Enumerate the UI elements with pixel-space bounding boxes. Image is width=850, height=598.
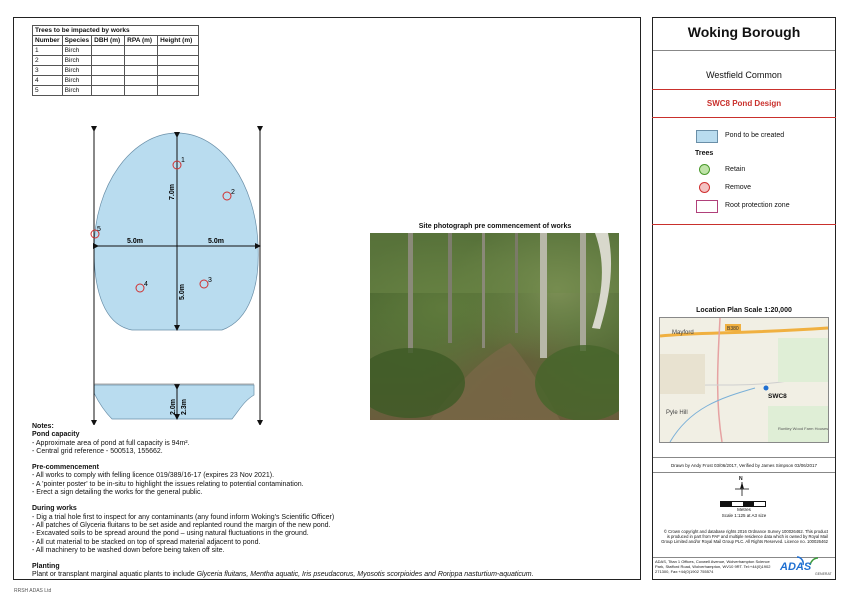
photo-caption: Site photograph pre commencement of works: [418, 223, 572, 230]
tree-number-2: 2: [231, 189, 235, 196]
footer-left: RRSH ADAS Ltd: [14, 588, 52, 594]
table-cell: 5: [33, 86, 63, 96]
table-cell: Birch: [62, 86, 92, 96]
location-map: [659, 317, 829, 443]
tree-table: [32, 25, 199, 96]
table-row: [33, 46, 199, 56]
table-cell: [92, 86, 125, 96]
table-cell: [158, 66, 199, 76]
tree-table-header: Height (m): [158, 36, 199, 46]
legend-divider: [652, 224, 836, 225]
table-cell: Birch: [62, 76, 92, 86]
table-cell: Birch: [62, 56, 92, 66]
table-row: [33, 66, 199, 76]
table-cell: [125, 46, 158, 56]
during-line-1: - Dig a trial hole first to inspect for any contaminants (any found inform Woking's Scientific Officer): [32, 513, 335, 521]
location-plan-title: Location Plan Scale 1:20,000: [696, 307, 792, 314]
map-label-mayford: Mayford: [672, 330, 694, 336]
table-cell: 1: [33, 46, 63, 56]
location-map-drawing: [660, 318, 828, 442]
table-cell: [92, 56, 125, 66]
drawn-by-divider-top: [653, 457, 835, 458]
legend-pond-swatch: [696, 130, 718, 143]
legend-remove-label: Remove: [725, 184, 752, 191]
map-label-pyle-hill: Pyle Hill: [666, 410, 688, 416]
scale-metres-label: Metres: [737, 507, 751, 512]
table-cell: [158, 46, 199, 56]
tree-table-header: Species: [62, 36, 92, 46]
drawing-title: SWC8 Pond Design: [706, 99, 782, 108]
precommencement-line-3: - Erect a sign detailing the works for the general public.: [32, 489, 203, 497]
notes-heading: Notes:: [32, 423, 54, 430]
table-cell: [158, 76, 199, 86]
table-cell: [125, 56, 158, 66]
pond-capacity-line-1: - Approximate area of pond at full capacity is 94m².: [32, 439, 190, 447]
table-cell: 4: [33, 76, 63, 86]
during-line-3: - Excavated soils to be spread around the pond – using natural fluctuations in the ground.: [32, 530, 309, 538]
adas-logo-text: ADAS: [780, 561, 812, 573]
scale-note: Scale 1:125 at A3 size: [721, 513, 767, 518]
planting-heading: Planting: [32, 563, 60, 571]
precommencement-line-1: - All works to comply with felling licence 019/389/16-17 (expires 23 Nov 2021).: [32, 472, 275, 480]
adas-logo-sub: GENERAT: [815, 572, 832, 576]
table-cell: 2: [33, 56, 63, 66]
pond-diagram: [82, 125, 272, 425]
remove-icon: [699, 182, 710, 193]
table-cell: 3: [33, 66, 63, 76]
tree-number-5: 5: [97, 226, 101, 233]
during-line-4: - All cut material to be stacked on top of spread material adjacent to pond.: [32, 538, 261, 546]
dim-bottom: 5.0m: [179, 284, 186, 300]
client-name: Woking Borough: [687, 24, 801, 40]
during-line-5: - All machinery to be washed down before being taken off site.: [32, 546, 225, 554]
tree-table-title: Trees to be impacted by works: [33, 26, 199, 36]
north-arrow-icon: [735, 482, 749, 496]
map-label-road: B380: [727, 326, 739, 332]
table-cell: [125, 66, 158, 76]
photo-trees-drawing: [370, 233, 619, 420]
section-right-label: 2.3m: [181, 399, 188, 415]
tree-number-1: 1: [181, 157, 185, 164]
tree-table-header: RPA (m): [125, 36, 158, 46]
site-name: Westfield Common: [706, 70, 782, 80]
table-cell: [158, 86, 199, 96]
address-text: ADAS, Titan 1 Offices, Coxwell Avenue, Wolverhampton Science Park, Stafford Road, Wolverhampton, WV10 9RT. Tel:+44(0)1902 271300, Fax:+44(0)1902 755574: [655, 559, 771, 574]
dim-width-right: 5.0m: [208, 238, 224, 245]
table-cell: [92, 76, 125, 86]
dim-width-left: 5.0m: [127, 238, 143, 245]
table-cell: [158, 56, 199, 66]
during-heading: During works: [32, 505, 77, 513]
tree-table-header: DBH (m): [92, 36, 125, 46]
site-divider: [652, 89, 836, 90]
legend-trees-heading: Trees: [695, 150, 714, 157]
rpz-swatch: [696, 200, 718, 213]
precommencement-heading: Pre-commencement: [32, 464, 99, 472]
table-cell: [125, 86, 158, 96]
dim-top: 7.0m: [169, 184, 176, 200]
client-divider: [653, 50, 835, 51]
legend-rpz-label: Root protection zone: [725, 202, 790, 209]
planting-line: [32, 571, 534, 579]
retain-icon: [699, 164, 710, 175]
pond-plan-shape: [94, 133, 258, 330]
map-label-swc8: SWC8: [768, 393, 787, 400]
notes-section: [32, 423, 534, 580]
legend-pond-label: Pond to be created: [725, 132, 785, 139]
planting-line-start: Plant or transplant marginal aquatic plants to include: [32, 571, 197, 579]
table-cell: [125, 76, 158, 86]
tree-number-4: 4: [144, 281, 148, 288]
north-label: N: [739, 476, 743, 482]
drawn-by-divider-bottom: [653, 472, 835, 473]
legend-retain-label: Retain: [725, 166, 746, 173]
table-cell: Birch: [62, 66, 92, 76]
title-divider: [652, 117, 836, 118]
table-row: [33, 86, 199, 96]
planting-species: Glyceria fluitans, Mentha aquatic, Iris pseudacorus, Myosotis scorpioides and Rorippa nasturtium-aquaticum.: [196, 571, 534, 579]
table-cell: [92, 66, 125, 76]
pond-capacity-heading: Pond capacity: [32, 431, 80, 439]
map-label-farm: Runtley Wood Farm Houses: [778, 426, 828, 431]
table-cell: Birch: [62, 46, 92, 56]
drawn-by: Drawn by Andy Frost 03/06/2017, Verified by James Simpson 03/06/2017: [670, 463, 818, 468]
site-photograph: [370, 233, 619, 420]
precommencement-line-2: - A 'pointer poster' to be in-situ to highlight the issues relating to potential contamination.: [32, 480, 304, 488]
copyright-text: © Crown copyright and database rights 2016 Ordnance Survey 100026462. This product is produced in part from PAF and multiple residence data which is owned by Royal Mail Group Limited and/or Royal Mail Group PLC. All Rights Reserved. Licence no. 100026462: [661, 529, 828, 544]
pond-capacity-line-2: - Central grid reference - 500513, 155662.: [32, 447, 163, 455]
adas-logo: [777, 555, 832, 577]
during-line-2: - All patches of Glyceria fluitans to be set aside and replanted round the margin of the new pond.: [32, 521, 331, 529]
tree-number-3: 3: [208, 277, 212, 284]
section-left-label: 2.0m: [170, 399, 177, 415]
tree-table-header: Number: [33, 36, 63, 46]
table-cell: [92, 46, 125, 56]
table-row: [33, 56, 199, 66]
table-row: [33, 76, 199, 86]
